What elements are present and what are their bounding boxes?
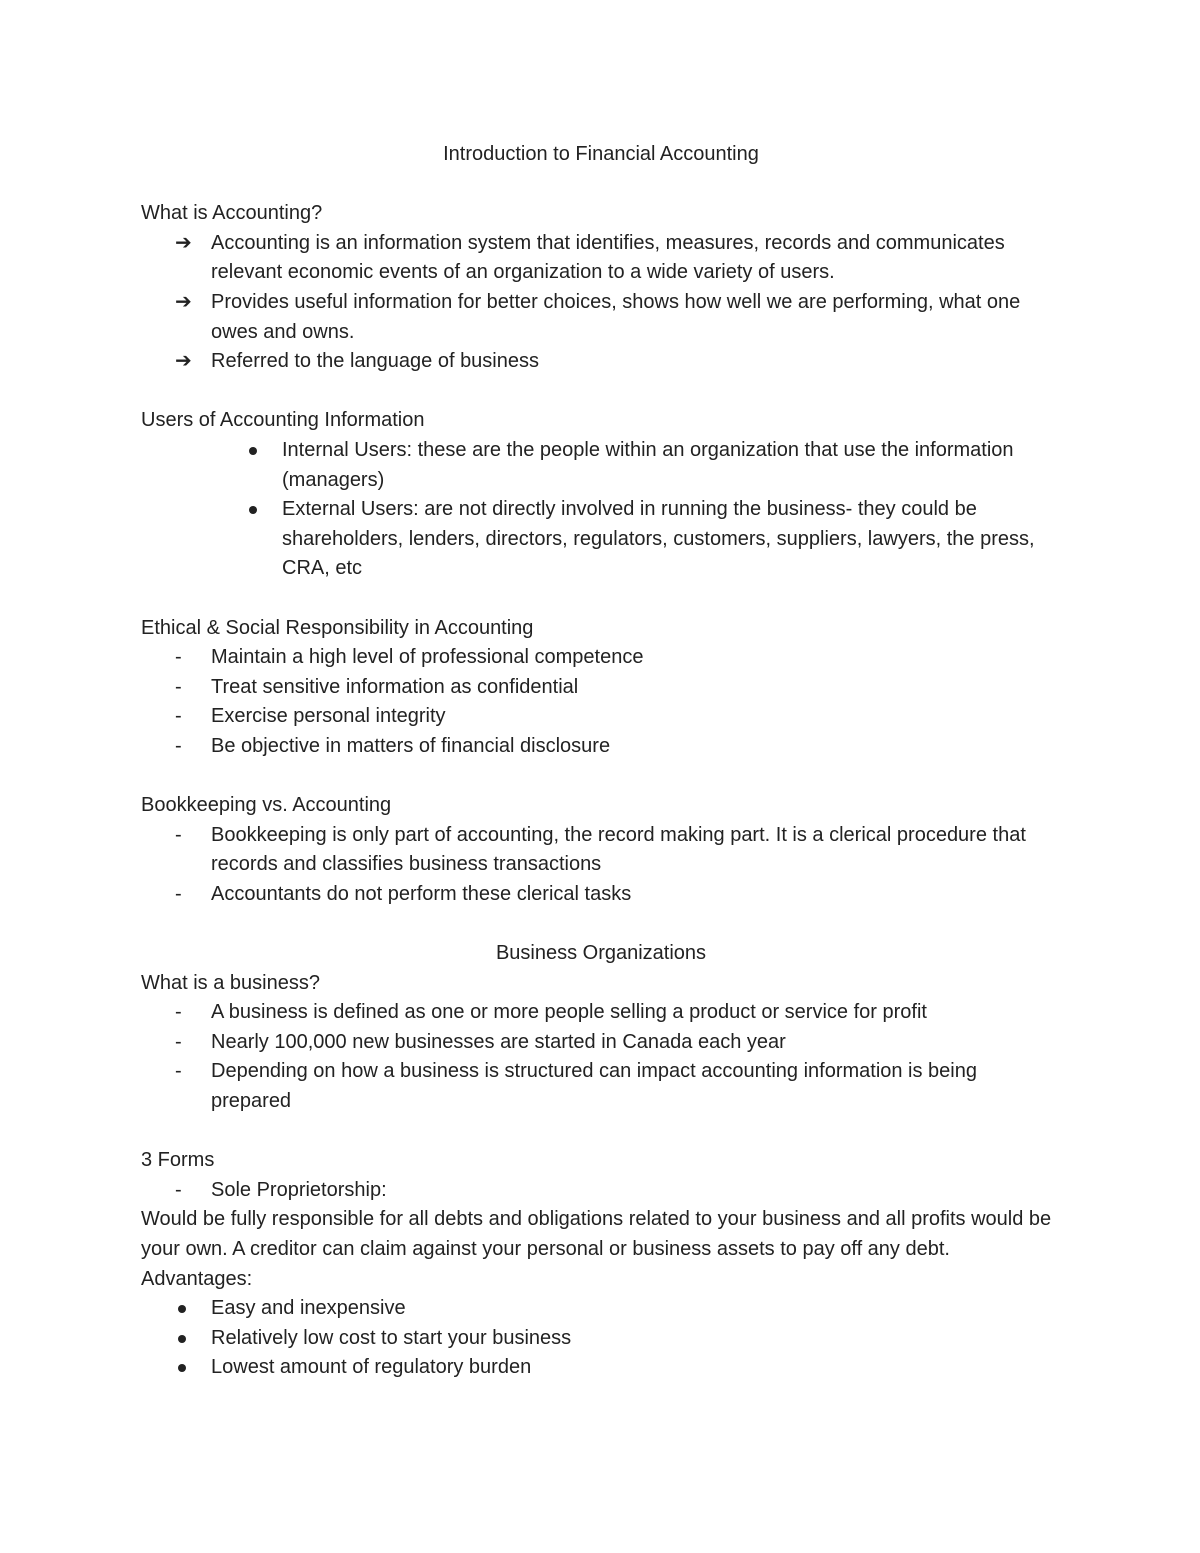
bullet-dot-icon: [249, 447, 257, 455]
section-subtitle: Business Organizations: [495, 942, 707, 965]
dash-bullet-icon: -: [175, 1178, 182, 1201]
section-heading-forms: 3 Forms: [141, 1149, 215, 1172]
dash-list: [141, 643, 1061, 761]
list-item: - Be objective in matters of financial disclosure: [141, 732, 1061, 762]
arrow-list: [141, 229, 1061, 377]
list-item: Lowest amount of regulatory burden: [141, 1353, 1061, 1383]
spacer: [141, 377, 1061, 407]
document-content: [141, 140, 1061, 1383]
list-item: - Depending on how a business is structured can impact accounting information is being prepared: [141, 1057, 1061, 1116]
dash-list: [141, 1176, 1061, 1206]
dash-bullet-icon: -: [175, 1060, 182, 1083]
spacer: [141, 909, 1061, 939]
section-heading-what-is-business: What is a business?: [141, 971, 320, 994]
bullet-dot-icon: [178, 1364, 186, 1372]
list-item: - Treat sensitive information as confidential: [141, 673, 1061, 703]
list-item: - Bookkeeping is only part of accounting, the record making part. It is a clerical procedure that records and classifies business transactions: [141, 821, 1061, 880]
list-item: ➔ Accounting is an information system that identifies, measures, records and communicates relevant economic events of an organization to a wide variety of users.: [141, 229, 1061, 288]
bullet-dot-icon: [178, 1335, 186, 1343]
sole-proprietorship-description: Would be fully responsible for all debts and obligations related to your business and all profits would be your own. A creditor can claim against your personal or business assets to pay off any debt.: [141, 1208, 1052, 1260]
spacer: [141, 1117, 1061, 1147]
list-item: - Exercise personal integrity: [141, 702, 1061, 732]
section-heading-what-is-accounting: What is Accounting?: [141, 202, 323, 225]
arrow-bullet-icon: ➔: [175, 231, 192, 254]
arrow-bullet-icon: ➔: [175, 290, 192, 313]
dash-bullet-icon: -: [175, 1001, 182, 1024]
list-item: - A business is defined as one or more people selling a product or service for profit: [141, 998, 1061, 1028]
list-item: - Sole Proprietorship:: [141, 1176, 1061, 1206]
bullet-dot-icon: [249, 506, 257, 514]
dash-list: [141, 998, 1061, 1116]
bullet-list: [141, 1294, 1061, 1383]
dash-bullet-icon: -: [175, 882, 182, 905]
page-title: Introduction to Financial Accounting: [443, 143, 759, 165]
bullet-dot-icon: [178, 1305, 186, 1313]
section-heading-ethics: Ethical & Social Responsibility in Accounting: [141, 616, 534, 639]
section-heading-users: Users of Accounting Information: [141, 409, 425, 432]
dash-bullet-icon: -: [175, 823, 182, 846]
section-heading-bookkeeping: Bookkeeping vs. Accounting: [141, 794, 392, 817]
dash-bullet-icon: -: [175, 1030, 182, 1053]
dash-bullet-icon: -: [175, 675, 182, 698]
list-item: ➔ Referred to the language of business: [141, 347, 1061, 377]
bullet-list: [141, 436, 1061, 584]
list-item: Easy and inexpensive: [141, 1294, 1061, 1324]
list-item: ➔ Provides useful information for better choices, shows how well we are performing, what one owes and owns.: [141, 288, 1061, 347]
spacer: [141, 584, 1061, 614]
list-item: - Nearly 100,000 new businesses are started in Canada each year: [141, 1028, 1061, 1058]
list-item: Relatively low cost to start your business: [141, 1324, 1061, 1354]
list-item: Internal Users: these are the people within an organization that use the information (managers): [141, 436, 1061, 495]
dash-bullet-icon: -: [175, 734, 182, 757]
spacer: [141, 761, 1061, 791]
list-item: - Accountants do not perform these clerical tasks: [141, 880, 1061, 910]
arrow-bullet-icon: ➔: [175, 350, 192, 373]
dash-bullet-icon: -: [175, 646, 182, 669]
list-item: - Maintain a high level of professional competence: [141, 643, 1061, 673]
spacer: [141, 170, 1061, 200]
dash-bullet-icon: -: [175, 705, 182, 728]
list-item: External Users: are not directly involved in running the business- they could be shareholders, lenders, directors, regulators, customers, suppliers, lawyers, the press, CRA, etc: [141, 495, 1061, 584]
advantages-label: Advantages:: [141, 1267, 253, 1290]
dash-list: [141, 821, 1061, 910]
